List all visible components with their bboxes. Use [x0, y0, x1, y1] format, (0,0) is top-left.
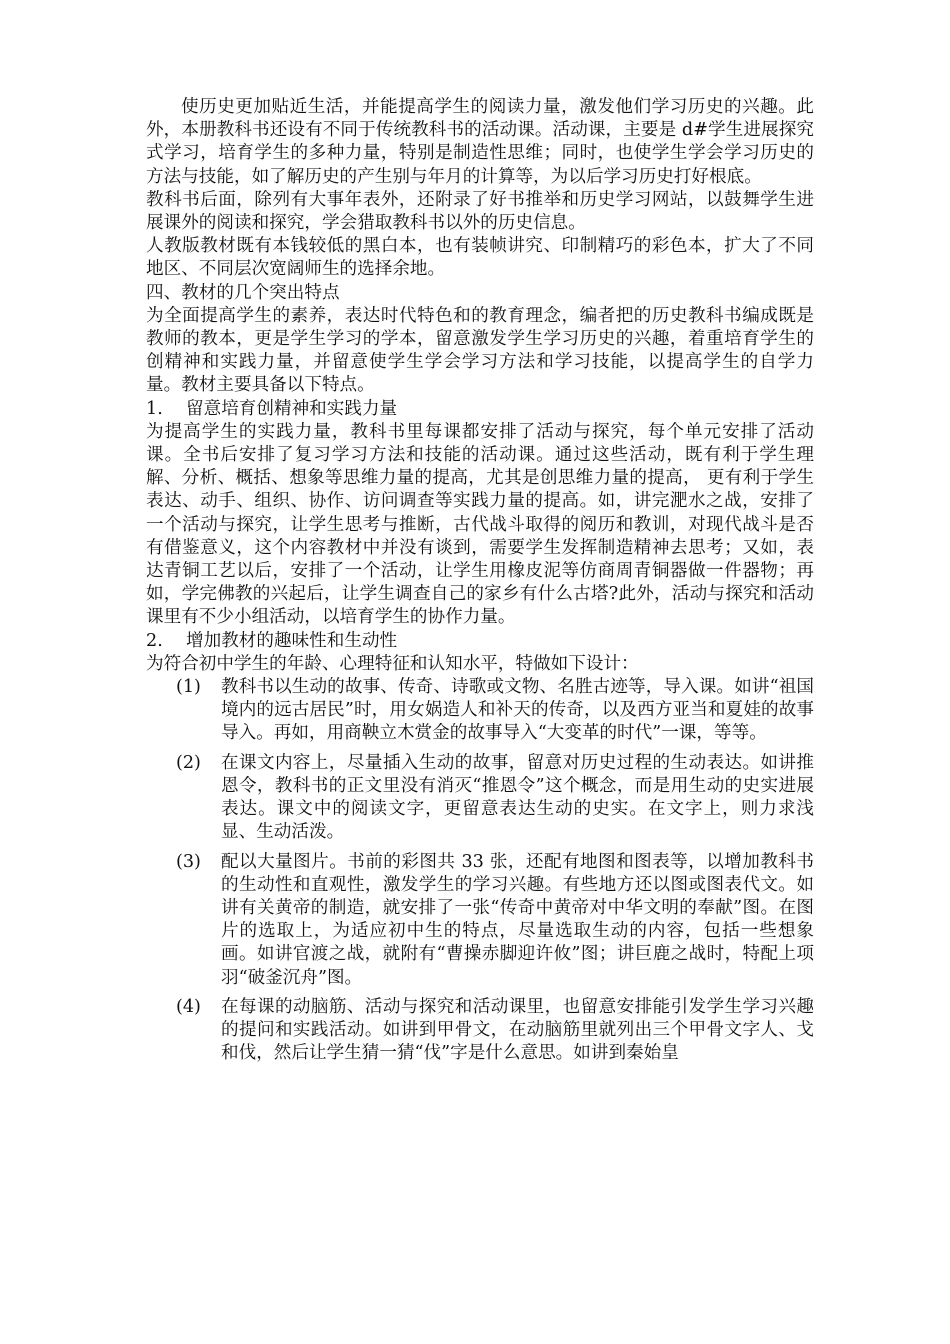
design-list [146, 676, 814, 1065]
paragraph-innovation-body: 为提高学生的实践力量，教科书里每课都安排了活动与探究，每个单元安排了活动课。全书后安排了复习学习方法和技能的活动课。通过这些活动，既有利于学生理解、分析、概括、想象等思维力量的提高，尤其是创思维力量的提高， 更有利于学生表达、动手、组织、协作、访问调查等实践力量的提高。如，讲完淝水之战，安排了一个活动与探究，让学生思考与推断，古代战斗取得的阅历和教训，对现代战斗是否有借鉴意义，这个内容教材中并没有谈到，需要学生发挥制造精神去思考；又如，表达青铜工艺以后，安排了一个活动，让学生用橡皮泥等仿商周青铜器做一件器物；再如，学完佛教的兴起后，让学生调查自己的家乡有什么古塔?此外，活动与探究和活动课里有不少小组活动，以培育学生的协作力量。 [146, 421, 814, 628]
list-item [146, 676, 814, 746]
subheading-title: 留意培育创精神和实践力量 [186, 398, 398, 419]
list-item-text: 教科书以生动的故事、传奇、诗歌或文物、名胜古迹等，导入课。如讲“祖国境内的远古居民”时，用女娲造人和补天的传奇，以及西方亚当和夏娃的故事导入。再如，用商鞅立木赏金的故事导入“大变革的时代”一课，等等。 [221, 677, 814, 744]
section-heading-features: 四、教材的几个突出特点 [146, 282, 340, 303]
paragraph-interest-intro: 为符合初中学生的年龄、心理特征和认知水平，特做如下设计： [146, 653, 639, 674]
subheading-innovation [146, 398, 814, 421]
list-item [146, 996, 814, 1066]
list-item [146, 851, 814, 990]
paragraph-editions: 人教版教材既有本钱较低的黑白本，也有装帧讲究、印制精巧的彩色本，扩大了不同地区、不同层次宽阔师生的选择余地。 [146, 236, 814, 280]
paragraph-features-overview: 为全面提高学生的素养，表达时代特色和的教育理念，编者把的历史教科书编成既是教师的教本，更是学生学习的学本，留意激发学生学习历史的兴趣，着重培育学生的创精神和实践力量，并留意使学生学会学习方法和学习技能，以提高学生的自学力量。教材主要具备以下特点。 [146, 305, 814, 396]
subheading-interest [146, 630, 814, 653]
list-marker: (4) [176, 996, 201, 1017]
subheading-title: 增加教材的趣味性和生动性 [186, 630, 398, 651]
list-item [146, 752, 814, 845]
list-marker: (3) [176, 851, 201, 872]
list-item-text: 在每课的动脑筋、活动与探究和活动课里，也留意安排能引发学生学习兴趣的提问和实践活动。如讲到甲骨文，在动脑筋里就列出三个甲骨文字人、戈和伐，然后让学生猜一猜“伐”字是什么意思。如讲到秦始皇 [221, 996, 814, 1064]
list-marker: (1) [176, 677, 201, 698]
list-item-text: 配以大量图片。书前的彩图共 33 张，还配有地图和图表等，以增加教科书的生动性和直观性，激发学生的学习兴趣。有些地方还以图或图表代文。如讲有关黄帝的制造，就安排了一张“传奇中黄帝对中华文明的奉献”图。在图片的选取上，为适应初中生的特点，尽量选取生动的内容，包括一些想象画。如讲官渡之战，就附有“曹操赤脚迎许攸”图；讲巨鹿之战时，特配上项羽“破釜沉舟”图。 [221, 851, 814, 988]
paragraph-appendix: 教科书后面，除列有大事年表外，还附录了好书推举和历史学习网站，以鼓舞学生进展课外的阅读和探究，学会猎取教科书以外的历史信息。 [146, 189, 814, 234]
list-marker: (2) [176, 752, 201, 773]
document-page [146, 96, 814, 1071]
subheading-number: 2. [146, 630, 163, 651]
list-item-text: 在课文内容上，尽量插入生动的故事，留意对历史过程的生动表达。如讲推恩令，教科书的正文里没有消灭“推恩令”这个概念，而是用生动的史实进展表达。课文中的阅读文字，更留意表达生动的史实。在文字上，则力求浅显、生动活泼。 [221, 752, 814, 843]
subheading-number: 1. [146, 398, 163, 419]
paragraph-intro-continuation: 使历史更加贴近生活，并能提高学生的阅读力量，激发他们学习历史的兴趣。此外，本册教科书还设有不同于传统教科书的活动课。活动课，主要是 d#学生进展探究式学习，培育学生的多种力量，特别是制造性思维；同时，也使学生学会学习历史的方法与技能，如了解历史的产生别与年月的计算等，为以后学习历史打好根底。 [146, 97, 814, 187]
